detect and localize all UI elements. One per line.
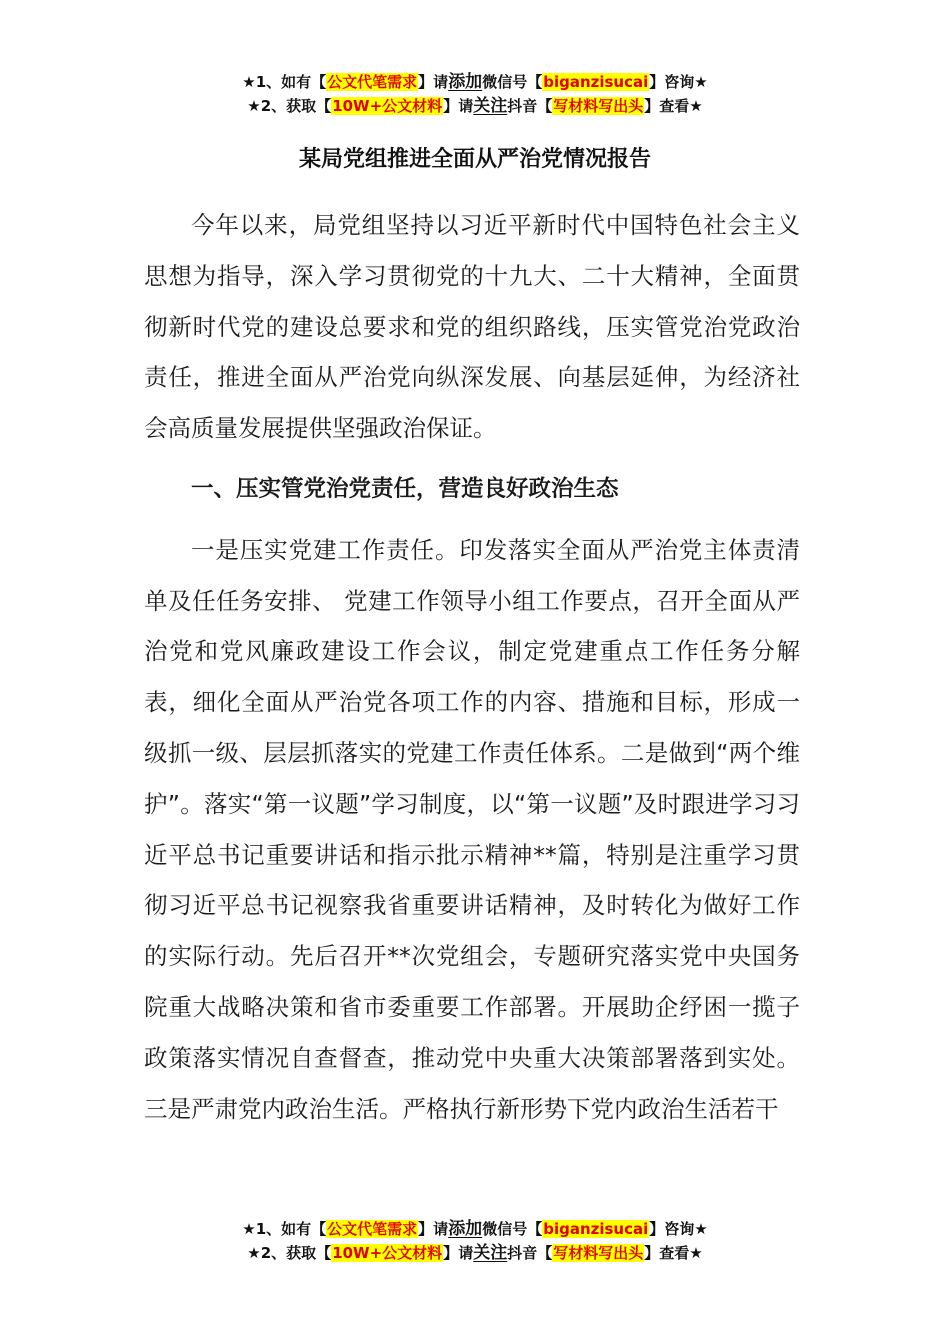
- promo-underlined-text: 添加: [448, 1219, 483, 1239]
- promo-text: 】查看★: [644, 1244, 703, 1262]
- promo-text: 微信号【: [482, 1220, 543, 1238]
- promo-highlight: 公文代笔需求: [327, 73, 418, 91]
- promo-underlined-text: 关注: [473, 1243, 508, 1263]
- promo-highlight: 公文代笔需求: [327, 1220, 418, 1238]
- promo-line-1: [0, 70, 950, 94]
- promo-highlight: biganzisucai: [543, 73, 649, 91]
- document-title: 某局党组推进全面从严治党情况报告: [298, 147, 651, 172]
- promo-highlight: 写材料写出头: [553, 97, 644, 115]
- promo-text: ★1、如有【: [242, 1220, 327, 1238]
- promo-text: ★1、如有【: [242, 73, 327, 91]
- promo-line-2: [0, 1241, 950, 1265]
- promo-highlight: 10W+公文材料: [332, 1244, 443, 1262]
- promo-line-1: [0, 1217, 950, 1241]
- promo-text: 抖音【: [507, 97, 553, 115]
- promo-text: 】请: [443, 1244, 474, 1262]
- promo-text: 抖音【: [507, 1244, 553, 1262]
- section-heading: 一、压实管党治党责任，营造良好政治生态: [191, 475, 619, 502]
- promo-text: 微信号【: [482, 73, 543, 91]
- promo-highlight: 10W+公文材料: [332, 97, 443, 115]
- promo-line-2: [0, 94, 950, 118]
- promo-text: 】查看★: [644, 97, 703, 115]
- promo-highlight: 写材料写出头: [553, 1244, 644, 1262]
- footer-promo-banner: [0, 1217, 950, 1265]
- promo-text: ★2、获取【: [247, 1244, 332, 1262]
- promo-text: 】咨询★: [649, 1220, 708, 1238]
- header-promo-banner: [0, 70, 950, 118]
- promo-underlined-text: 关注: [473, 96, 508, 116]
- promo-text: 】咨询★: [649, 73, 708, 91]
- promo-underlined-text: 添加: [448, 72, 483, 92]
- document-body: [144, 200, 800, 1134]
- promo-text: 】请: [418, 73, 449, 91]
- section-paragraph: 一是压实党建工作责任。印发落实全面从严治党主体责清单及任任务安排、 党建工作领导小组工作要点，召开全面从严治党和党风廉政建设工作会议，制定党建重点工作任务分解表，细化全面从严治党各项工作的内容、措施和目标，形成一级抓一级、层层抓落实的党建工作责任体系。二是做到“两个维护”。落实“第一议题”学习制度，以“第一议题”及时跟进学习习近平总书记重要讲话和指示批示精神**篇，特别是注重学习贯彻习近平总书记视察我省重要讲话精神，及时转化为做好工作的实际行动。先后召开**次党组会，专题研究落实党中央国务院重大战略决策和省市委重要工作部署。开展助企纾困一揽子政策落实情况自查督查，推动党中央重大决策部署落到实处。三是严肃党内政治生活。严格执行新形势下党内政治生活若干: [144, 535, 800, 1123]
- promo-highlight: biganzisucai: [543, 1220, 649, 1238]
- intro-paragraph: 今年以来，局党组坚持以习近平新时代中国特色社会主义思想为指导，深入学习贯彻党的十九大、二十大精神，全面贯彻新时代党的建设总要求和党的组织路线，压实管党治党政治责任，推进全面从严治党向纵深发展、向基层延伸，为经济社会高质量发展提供坚强政治保证。: [144, 211, 800, 443]
- promo-text: 】请: [418, 1220, 449, 1238]
- promo-text: ★2、获取【: [247, 97, 332, 115]
- promo-text: 】请: [443, 97, 474, 115]
